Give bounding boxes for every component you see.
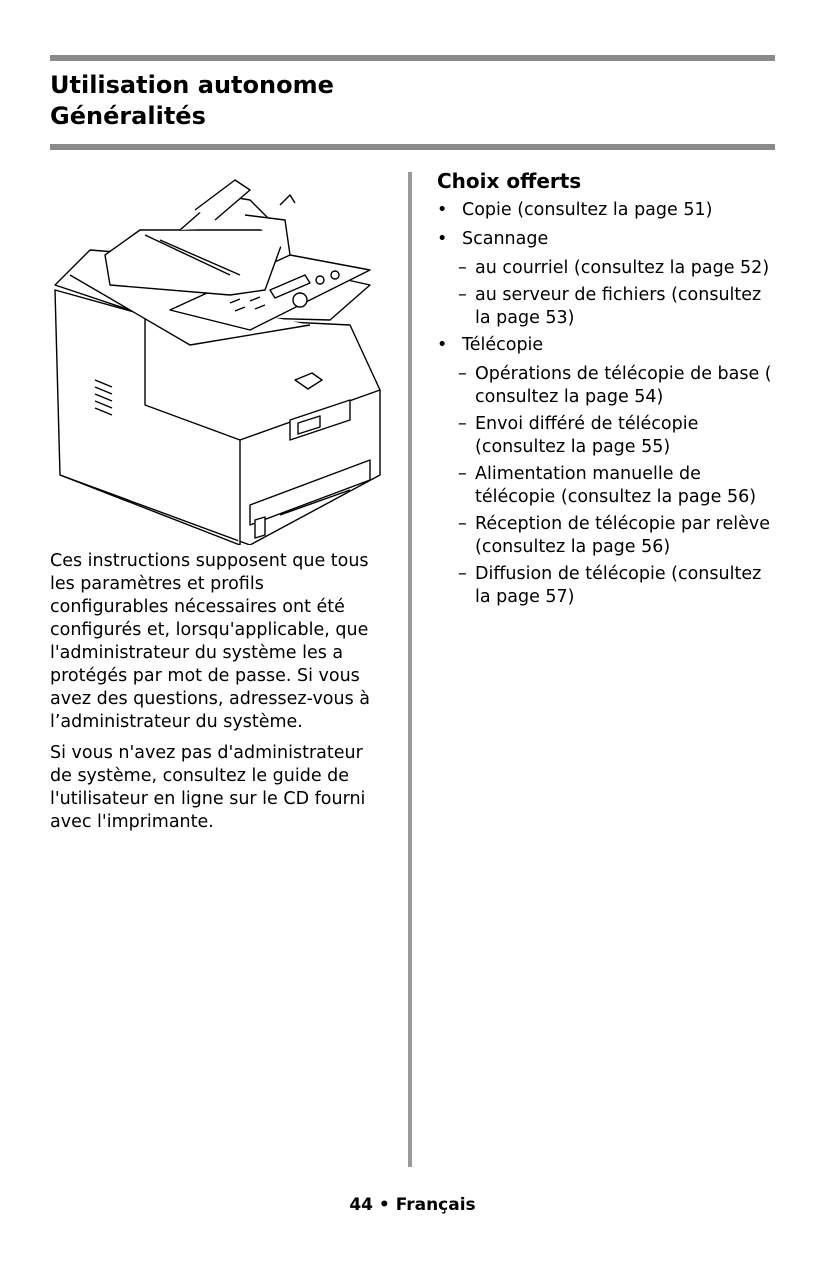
bullet-item-scan	[437, 228, 782, 251]
choices-heading: Choix offerts	[437, 169, 582, 193]
dash-symbol: –	[458, 364, 467, 384]
bullet-item-fax	[437, 334, 782, 357]
sub-item	[437, 413, 782, 459]
column-divider	[408, 172, 412, 1167]
top-rule	[50, 55, 775, 61]
title-line-2: Généralités	[50, 102, 206, 130]
sub-item-text: Diffusion de télécopie (consultez la page 57)	[475, 564, 762, 607]
title-rule	[50, 144, 775, 150]
bullet-label: Scannage	[462, 229, 549, 249]
dash-symbol: –	[458, 414, 467, 434]
page-title	[50, 70, 334, 132]
dash-symbol: –	[458, 464, 467, 484]
bullet-symbol: •	[437, 335, 448, 355]
sub-item-text: au serveur de fichiers (consultez la page 53)	[475, 285, 762, 328]
intro-paragraph-1: Ces instructions supposent que tous les paramètres et profils configurables nécessaires ont été configurés et, lorsqu'applicable, que l'administrateur du système les a protégés par mot de passe. Si vous avez des questions, adressez-vous à l’administrateur du système.	[50, 551, 370, 732]
sub-item	[437, 363, 782, 409]
dash-symbol: –	[458, 564, 467, 584]
bullet-item-copy	[437, 199, 782, 222]
sub-item	[437, 284, 782, 330]
sub-item	[437, 463, 782, 509]
sub-item-text: Opérations de télécopie de base ( consultez la page 54)	[475, 364, 772, 407]
sub-item-text: Alimentation manuelle de télécopie (consultez la page 56)	[475, 464, 757, 507]
sub-item-text: Réception de télécopie par relève (consultez la page 56)	[475, 514, 770, 557]
sub-item	[437, 563, 782, 609]
bullet-symbol: •	[437, 229, 448, 249]
sub-item	[437, 513, 782, 559]
bullet-label: Copie (consultez la page 51)	[462, 200, 713, 220]
multifunction-printer-icon	[50, 175, 385, 545]
bullet-label: Télécopie	[462, 335, 544, 355]
sub-item-text: au courriel (consultez la page 52)	[475, 258, 770, 278]
sub-item	[437, 257, 782, 280]
sub-item-text: Envoi différé de télécopie (consultez la page 55)	[475, 414, 699, 457]
dash-symbol: –	[458, 285, 467, 305]
dash-symbol: –	[458, 258, 467, 278]
bullet-symbol: •	[437, 200, 448, 220]
page-footer: 44 • Français	[349, 1195, 476, 1215]
choices-section	[437, 168, 782, 613]
dash-symbol: –	[458, 514, 467, 534]
intro-text	[50, 550, 385, 842]
title-line-1: Utilisation autonome	[50, 71, 334, 99]
intro-paragraph-2: Si vous n'avez pas d'administrateur de système, consultez le guide de l'utilisateur en ligne sur le CD fourni avec l'imprimante.	[50, 743, 366, 832]
